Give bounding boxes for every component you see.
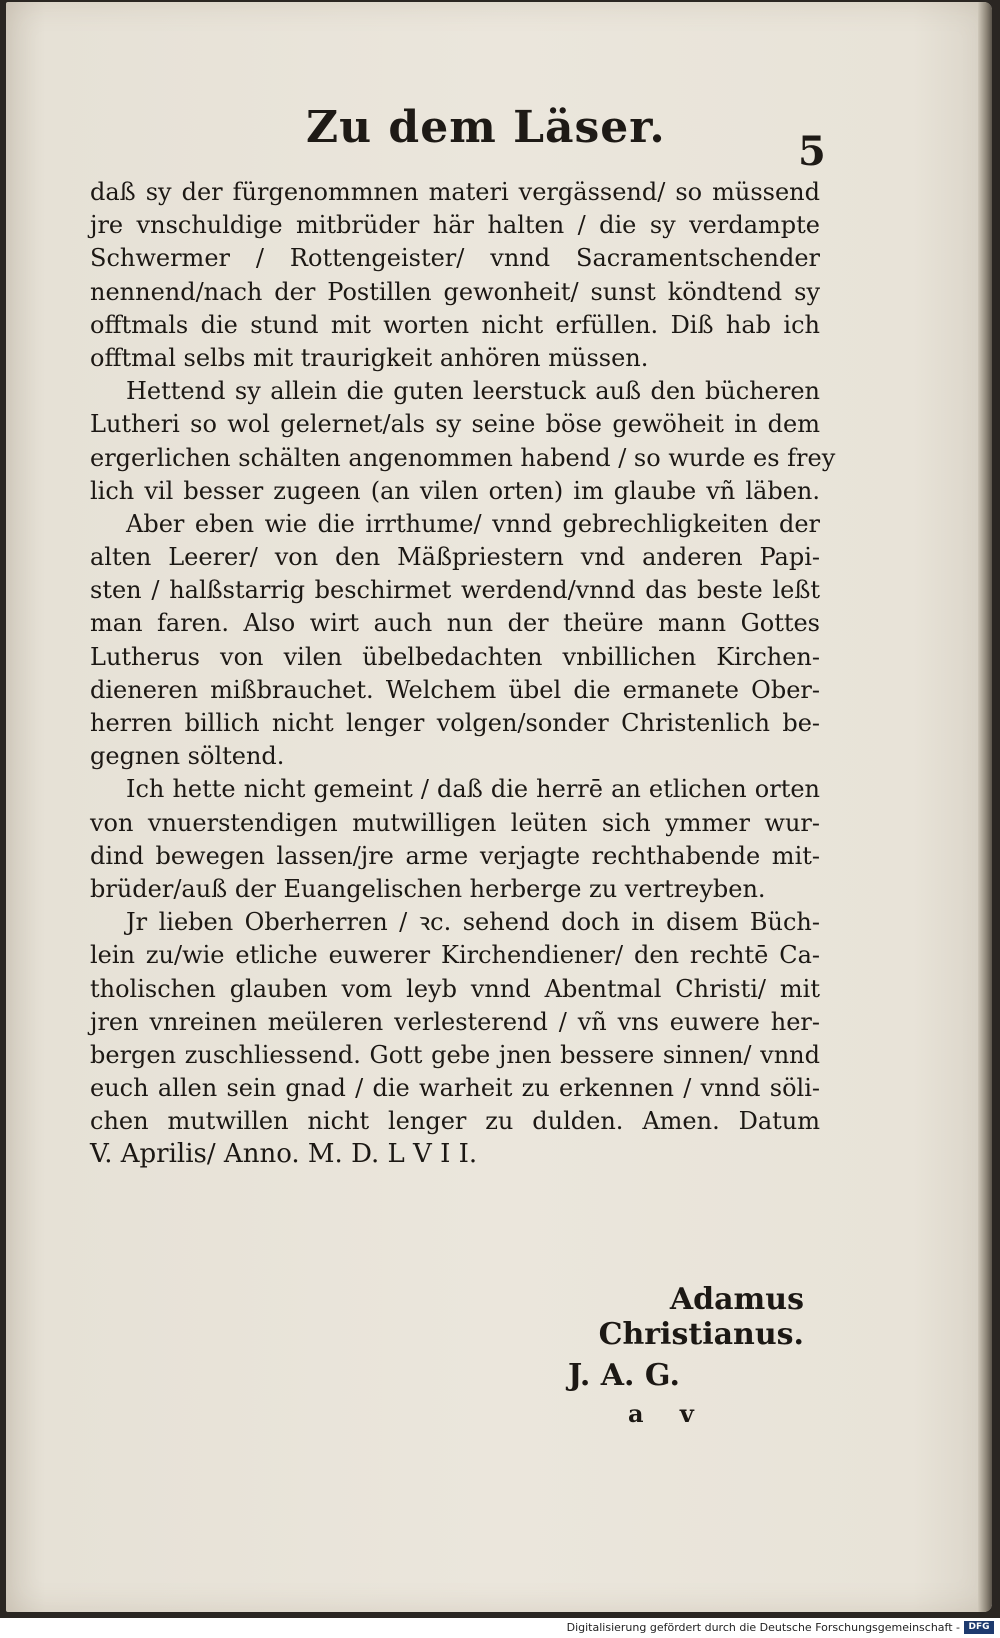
text-line: alten Leerer/ von den Mäßpriestern vnd anderen Papi-	[90, 543, 820, 572]
text-line: man faren. Also wirt auch nun der theüre mann Gottes	[90, 609, 820, 638]
signature-initials: J. A. G.	[568, 1358, 680, 1393]
page-edge	[978, 2, 992, 1612]
text-line: Lutherus von vilen übelbedachten vnbillichen Kirchen-	[90, 642, 820, 671]
text-line: dind bewegen lassen/jre arme verjagte rechthabende mit-	[90, 841, 820, 870]
text-line: brüder/auß der Euangelischen herberge zu vertreyben.	[90, 874, 766, 903]
text-line: tholischen glauben vom leyb vnnd Abentmal Christi/ mit	[90, 974, 820, 1003]
text-line: Ich hette nicht gemeint / daß die herrē an etlichen orten	[126, 775, 820, 804]
text-line: herren billich nicht lenger volgen/sonder Christenlich be-	[90, 709, 820, 737]
text-line: daß sy der fürgenommnen materi vergässend/ so müssend	[90, 178, 820, 206]
dfg-logo: DFG	[964, 1621, 994, 1634]
text-line: Lutheri so wol gelernet/als sy seine böse gewöheit in dem	[90, 410, 820, 439]
text-line: offtmals die stund mit worten nicht erfüllen. Diß hab ich	[90, 310, 820, 339]
text-line: dieneren mißbrauchet. Welchem übel die ermanete Ober-	[90, 675, 820, 704]
page-number: 5	[798, 128, 826, 175]
text-line: jre vnschuldige mitbrüder här halten / die sy verdampte	[90, 211, 820, 240]
footer-credit: Digitalisierung gefördert durch die Deutsche Forschungsgemeinschaft -	[566, 1621, 960, 1634]
text-line: Aber eben wie die irrthume/ vnnd gebrechligkeiten der	[126, 509, 820, 538]
text-line: sten / halßstarrig beschirmet werdend/vnnd das beste leßt	[90, 576, 820, 605]
text-line: euch allen sein gnad / die warheit zu erkennen / vnnd söli-	[90, 1074, 820, 1103]
text-line: Hettend sy allein die guten leerstuck auß den bücheren	[126, 377, 820, 406]
signature-block	[514, 1282, 804, 1428]
text-line: lich vil besser zugeen (an vilen orten) im glaube vñ läben.	[90, 476, 820, 505]
text-line: offtmal selbs mit traurigkeit anhören müssen.	[90, 343, 649, 372]
text-line: gegnen söltend.	[90, 742, 285, 771]
text-line: jren vnreinen meüleren verlesterend / vñ vns euwere her-	[90, 1007, 820, 1036]
footer-bar	[0, 1618, 1000, 1638]
text-line: Jr lieben Oberherren / ꝛc. sehend doch in disem Büch-	[126, 908, 820, 937]
text-line: von vnuerstendigen mutwilligen leüten sich ymmer wur-	[90, 808, 820, 837]
text-line: lein zu/wie etliche euwerer Kirchendiener/ den rechtē Ca-	[90, 941, 820, 970]
text-line: nennend/nach der Postillen gewonheit/ sunst köndtend sy	[90, 277, 820, 306]
text-line: ergerlichen schälten angenommen habend / so wurde es frey	[90, 443, 836, 472]
text-line: Schwermer / Rottengeister/ vnnd Sacramentschender	[90, 244, 820, 273]
body-text	[90, 176, 836, 1172]
running-head: Zu dem Läser.	[306, 102, 666, 153]
text-line: chen mutwillen nicht lenger zu dulden. Amen. Datum	[90, 1107, 820, 1136]
signature-mark: a v	[628, 1399, 694, 1428]
text-line: V. Aprilis/ Anno. M. D. L V I I.	[90, 1139, 478, 1170]
text-line: bergen zuschliessend. Gott gebe jnen bessere sinnen/ vnnd	[90, 1040, 820, 1069]
signature-name: Adamus Christianus.	[598, 1282, 804, 1352]
book-page	[6, 2, 992, 1612]
